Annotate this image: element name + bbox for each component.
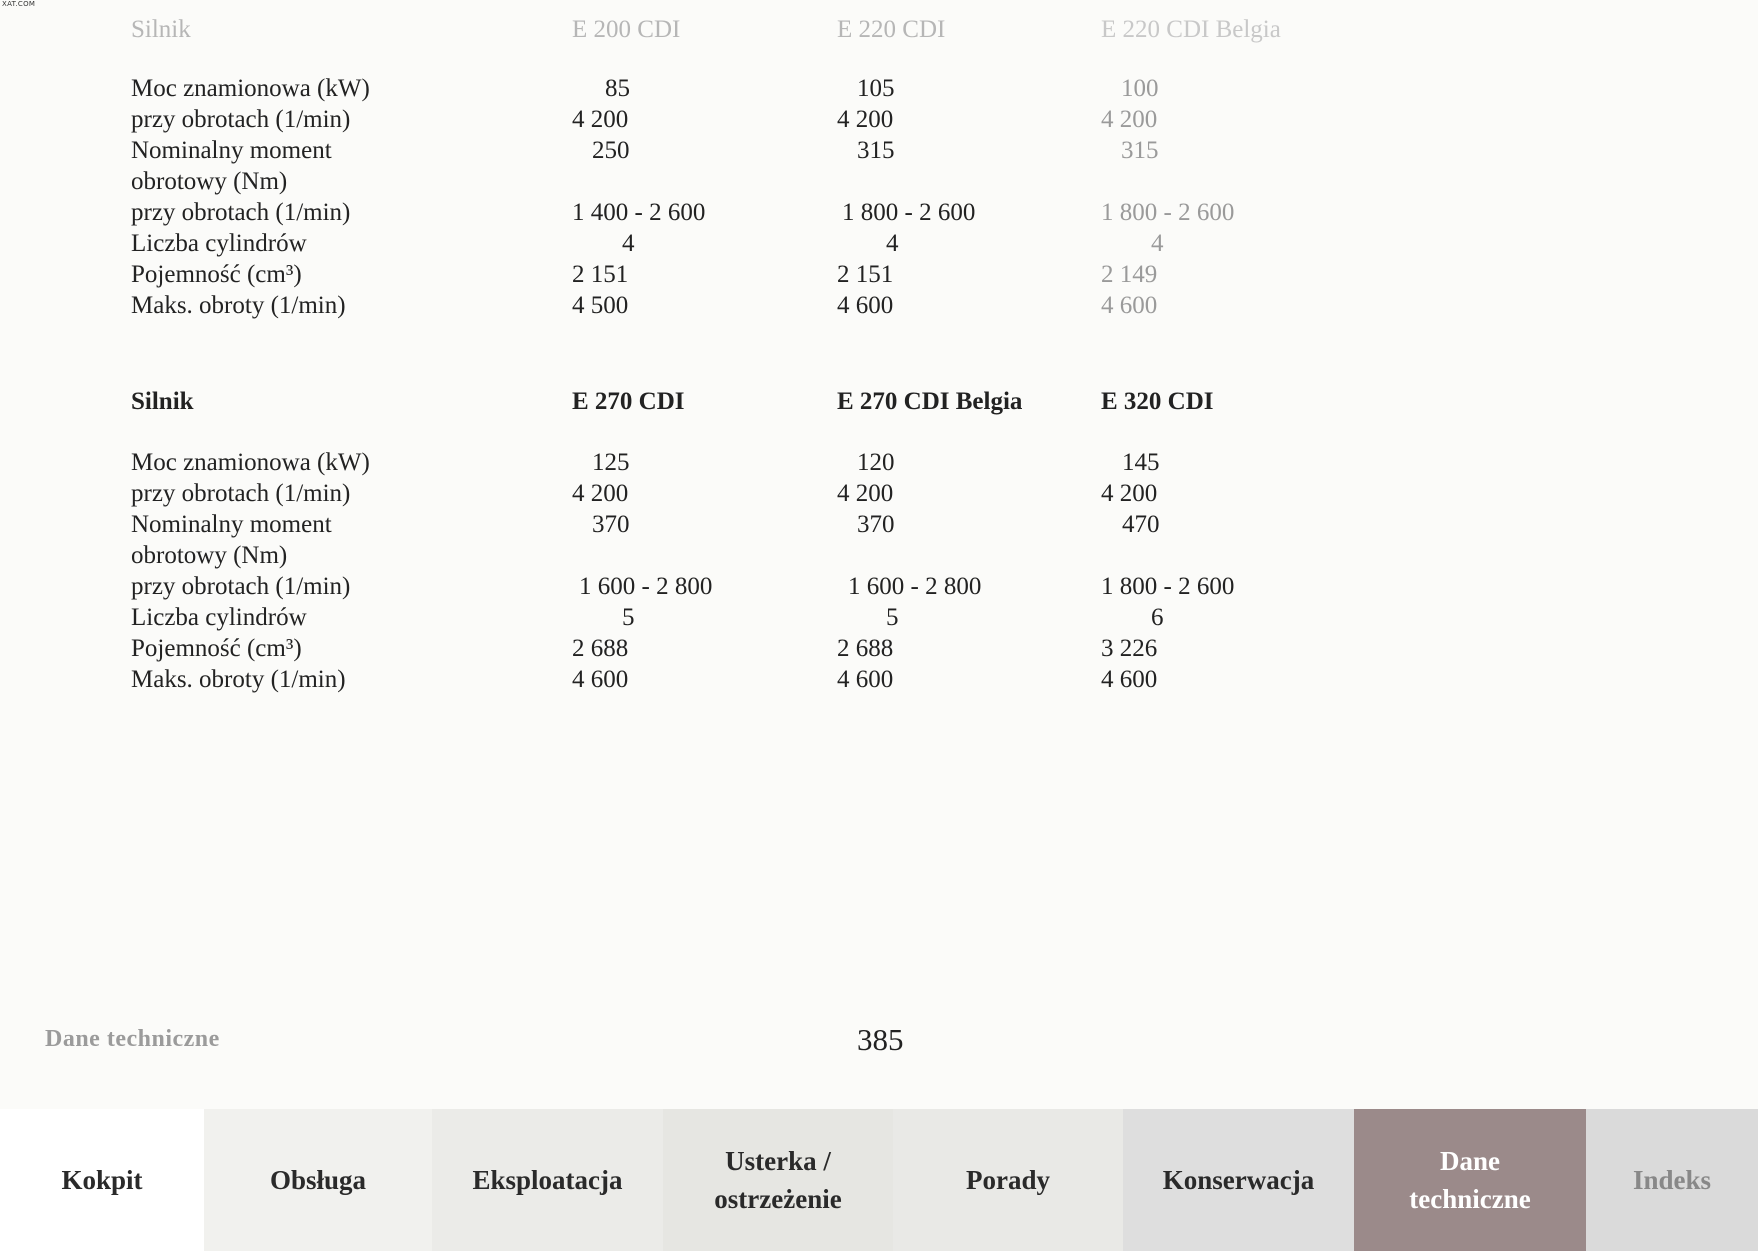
- spec-row-rpm: [0, 104, 1758, 135]
- tab-label: Obsługa: [269, 1165, 367, 1195]
- row-col1: 1 400 - 2 600: [572, 199, 706, 226]
- row-col3: 4 200: [1101, 106, 1158, 133]
- spec-header-row: [0, 14, 1758, 45]
- tab-label: Dane techniczne: [1409, 1146, 1531, 1214]
- tab-label: Porady: [966, 1165, 1050, 1195]
- tab-obsluga[interactable]: [204, 1109, 432, 1251]
- tab-label: Konserwacja: [1162, 1165, 1315, 1195]
- row-col2: 4 200: [837, 480, 894, 507]
- row-col2: 120: [857, 449, 895, 476]
- row-col3: 2 149: [1101, 261, 1158, 288]
- spec-row-power: [0, 447, 1758, 478]
- tab-label: Eksploatacja: [472, 1165, 623, 1195]
- row-label: przy obrotach (1/min): [131, 106, 351, 133]
- row-label: Moc znamionowa (kW): [131, 449, 370, 476]
- tab-porady[interactable]: [893, 1109, 1123, 1251]
- header-col1: E 270 CDI: [572, 388, 685, 415]
- header-col3: E 220 CDI Belgia: [1101, 16, 1281, 43]
- spec-row-cylinders: [0, 602, 1758, 633]
- row-col1: 4 200: [572, 480, 629, 507]
- row-col2: 4: [886, 230, 899, 257]
- row-col2: 5: [886, 604, 899, 631]
- row-col2: 4 600: [837, 666, 894, 693]
- spec-row-max-rpm: [0, 664, 1758, 695]
- row-col3: 3 226: [1101, 635, 1158, 662]
- row-col1: 125: [592, 449, 630, 476]
- row-col1: 4 500: [572, 292, 629, 319]
- tab-dane-techniczne[interactable]: [1354, 1109, 1586, 1251]
- row-col3: 145: [1122, 449, 1160, 476]
- row-label: przy obrotach (1/min): [131, 480, 351, 507]
- watermark-text: XAT.COM: [2, 0, 36, 8]
- row-col2: 370: [857, 511, 895, 538]
- row-label: Pojemność (cm³): [131, 261, 302, 288]
- row-col1: 4 600: [572, 666, 629, 693]
- row-col1: 85: [605, 75, 630, 102]
- tab-label: Usterka / ostrzeżenie: [714, 1146, 842, 1214]
- tab-label: Indeks: [1632, 1165, 1712, 1195]
- row-label: Liczba cylindrów: [131, 604, 307, 631]
- row-label: Moc znamionowa (kW): [131, 75, 370, 102]
- header-label: Silnik: [131, 16, 191, 43]
- row-col2: 2 688: [837, 635, 894, 662]
- spec-row-displacement: [0, 259, 1758, 290]
- row-label: Maks. obroty (1/min): [131, 292, 346, 319]
- header-col2: E 220 CDI: [837, 16, 946, 43]
- tab-eksploatacja[interactable]: [432, 1109, 663, 1251]
- row-col2: 105: [857, 75, 895, 102]
- spec-row-torque-rpm: [0, 571, 1758, 602]
- spec-row-displacement: [0, 633, 1758, 664]
- spec-row-torque: [0, 135, 1758, 166]
- footer-section-title: Dane techniczne: [45, 1026, 220, 1052]
- row-col1: 2 151: [572, 261, 629, 288]
- row-col2: 2 151: [837, 261, 894, 288]
- spec-row-torque-unit: [0, 166, 1758, 197]
- row-label: Nominalny moment: [131, 137, 332, 164]
- row-col3: 1 800 - 2 600: [1101, 573, 1235, 600]
- row-col2: 1 800 - 2 600: [842, 199, 976, 226]
- row-label: Nominalny moment: [131, 511, 332, 538]
- spec-row-torque-rpm: [0, 197, 1758, 228]
- row-label: przy obrotach (1/min): [131, 573, 351, 600]
- row-col2: 4 200: [837, 106, 894, 133]
- tab-kokpit[interactable]: [0, 1109, 204, 1251]
- row-col3: 4 600: [1101, 666, 1158, 693]
- spec-row-torque: [0, 509, 1758, 540]
- row-col3: 6: [1151, 604, 1164, 631]
- tab-usterka[interactable]: [663, 1109, 893, 1251]
- row-col1: 1 600 - 2 800: [579, 573, 713, 600]
- row-col3: 4 600: [1101, 292, 1158, 319]
- spec-row-cylinders: [0, 228, 1758, 259]
- header-col1: E 200 CDI: [572, 16, 681, 43]
- tab-indeks[interactable]: [1586, 1109, 1758, 1251]
- row-col1: 250: [592, 137, 630, 164]
- row-col2: 4 600: [837, 292, 894, 319]
- header-label: Silnik: [131, 388, 194, 415]
- tab-konserwacja[interactable]: [1123, 1109, 1354, 1251]
- header-col2: E 270 CDI Belgia: [837, 388, 1023, 415]
- page-number: 385: [857, 1022, 904, 1057]
- row-col3: 4: [1151, 230, 1164, 257]
- header-col3: E 320 CDI: [1101, 388, 1214, 415]
- row-col3: 1 800 - 2 600: [1101, 199, 1235, 226]
- section-nav-bar: [0, 1109, 1758, 1251]
- spec-header-row: [0, 386, 1758, 417]
- row-col1: 2 688: [572, 635, 629, 662]
- row-col2: 1 600 - 2 800: [848, 573, 982, 600]
- row-col1: 4 200: [572, 106, 629, 133]
- tab-label: Kokpit: [61, 1165, 143, 1195]
- row-label: Liczba cylindrów: [131, 230, 307, 257]
- row-col3: 100: [1121, 75, 1159, 102]
- spec-row-torque-unit: [0, 540, 1758, 571]
- row-label: Maks. obroty (1/min): [131, 666, 346, 693]
- row-label: przy obrotach (1/min): [131, 199, 351, 226]
- spec-row-max-rpm: [0, 290, 1758, 321]
- row-col3: 470: [1122, 511, 1160, 538]
- row-col1: 5: [622, 604, 635, 631]
- spec-row-power: [0, 73, 1758, 104]
- row-col1: 4: [622, 230, 635, 257]
- row-col2: 315: [857, 137, 895, 164]
- spec-row-rpm: [0, 478, 1758, 509]
- row-col3: 4 200: [1101, 480, 1158, 507]
- row-label: obrotowy (Nm): [131, 168, 288, 195]
- row-col3: 315: [1121, 137, 1159, 164]
- row-label: Pojemność (cm³): [131, 635, 302, 662]
- row-label: obrotowy (Nm): [131, 542, 288, 569]
- row-col1: 370: [592, 511, 630, 538]
